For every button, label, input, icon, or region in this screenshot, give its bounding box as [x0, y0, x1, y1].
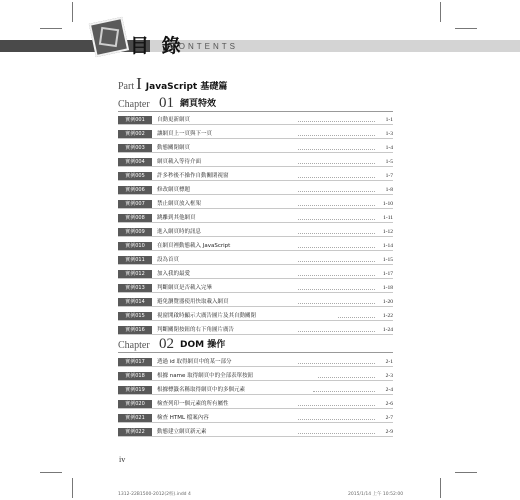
leader-dots [298, 289, 375, 291]
example-badge: 實例013 [118, 284, 152, 292]
print-slug-file: 1312-22B1500-2012(2校).indd 4 [118, 492, 191, 497]
example-badge: 實例003 [118, 144, 152, 152]
entry-page: 1-18 [382, 285, 393, 291]
leader-dots [298, 303, 375, 305]
leader-dots [298, 219, 375, 221]
entry-title: 網頁載入等待介面 [157, 159, 202, 165]
entry-page: 1-20 [382, 299, 393, 305]
example-badge: 實例005 [118, 172, 152, 180]
page-number: iv [119, 455, 126, 464]
toc-entry[interactable] [118, 228, 393, 237]
chapter-word: Chapter [118, 99, 150, 110]
entry-title: 讓網頁上一頁與下一頁 [157, 131, 213, 137]
logo-frame-icon [99, 27, 119, 47]
entry-page: 2-1 [385, 359, 393, 365]
entry-title: 判斷關閉按鈕的右下角圖片廣告 [157, 327, 235, 333]
entry-title: 自動更新網頁 [157, 117, 191, 123]
crop-mark [455, 28, 477, 29]
part-word: Part [118, 81, 135, 92]
example-badge: 實例009 [118, 228, 152, 236]
toc-entry[interactable] [118, 312, 393, 321]
entry-title: 設為首頁 [157, 257, 180, 263]
toc-entry[interactable] [118, 158, 393, 167]
crop-mark [40, 28, 62, 29]
leader-dots [298, 149, 375, 151]
leader-dots [298, 163, 375, 165]
entry-page: 1-7 [385, 173, 393, 179]
example-badge: 實例006 [118, 186, 152, 194]
example-badge: 實例022 [118, 428, 152, 436]
chapter-title: DOM 操作 [180, 340, 226, 350]
contents-logo-icon [89, 17, 129, 57]
entry-page: 2-4 [385, 387, 393, 393]
toc-entry[interactable] [118, 298, 393, 307]
toc-entry[interactable] [118, 242, 393, 251]
toc-entry[interactable] [118, 326, 393, 335]
example-badge: 實例007 [118, 200, 152, 208]
entry-page: 1-11 [383, 215, 393, 221]
entry-page: 1-24 [382, 327, 393, 333]
toc-entry[interactable] [118, 186, 393, 195]
entry-title: 加入我的最愛 [157, 271, 191, 277]
leader-dots [298, 433, 375, 435]
entry-page: 1-12 [382, 229, 393, 235]
entry-title: 進入網頁時的訊息 [157, 229, 202, 235]
leader-dots [298, 121, 375, 123]
example-badge: 實例021 [118, 414, 152, 422]
part-title: JavaScript 基礎篇 [145, 82, 228, 92]
entry-page: 1-15 [382, 257, 393, 263]
leader-dots [298, 405, 375, 407]
part-number: I [136, 74, 142, 93]
leader-dots [298, 177, 375, 179]
example-badge: 實例014 [118, 298, 152, 306]
toc-entry[interactable] [118, 172, 393, 181]
example-badge: 實例010 [118, 242, 152, 250]
example-badge: 實例015 [118, 312, 152, 320]
leader-dots [313, 391, 375, 393]
header-band [0, 40, 520, 52]
entry-page: 1-10 [382, 201, 393, 207]
entry-page: 1-17 [382, 271, 393, 277]
toc-entry[interactable] [118, 400, 393, 409]
part-heading [118, 76, 227, 95]
toc-entry[interactable] [118, 428, 393, 437]
example-badge: 實例016 [118, 326, 152, 334]
entry-page: 1-1 [385, 117, 393, 123]
chapter-word: Chapter [118, 340, 150, 351]
toc-entry[interactable] [118, 144, 393, 153]
chapter-number: 02 [159, 336, 174, 352]
crop-mark [455, 472, 477, 473]
toc-entry[interactable] [118, 358, 393, 367]
toc-entry[interactable] [118, 386, 393, 395]
chapter-heading [118, 95, 393, 112]
chapter-title: 網頁特效 [180, 99, 217, 109]
chapter-heading [118, 336, 393, 353]
toc-entry[interactable] [118, 270, 393, 279]
example-badge: 實例012 [118, 270, 152, 278]
entry-title: 透過 id 取得網頁中的某一部分 [157, 359, 232, 365]
example-badge: 實例001 [118, 116, 152, 124]
example-badge: 實例004 [118, 158, 152, 166]
example-badge: 實例008 [118, 214, 152, 222]
entry-title: 許多秒後不操作自動關閉視窗 [157, 173, 229, 179]
entry-title: 避免瀏覽器使用快取載入網頁 [157, 299, 229, 305]
toc-entry[interactable] [118, 214, 393, 223]
example-badge: 實例019 [118, 386, 152, 394]
page-title: 目 錄 [130, 35, 184, 57]
leader-dots [298, 363, 375, 365]
entry-page: 1-14 [382, 243, 393, 249]
crop-mark [40, 472, 62, 473]
toc-entry[interactable] [118, 200, 393, 209]
page-subtitle: CONTENTS [170, 42, 238, 51]
entry-page: 1-3 [385, 131, 393, 137]
leader-dots [298, 275, 375, 277]
leader-dots [298, 233, 375, 235]
example-badge: 實例011 [118, 256, 152, 264]
example-badge: 實例017 [118, 358, 152, 366]
leader-dots [298, 205, 375, 207]
crop-mark [440, 2, 441, 22]
entry-page: 2-9 [385, 429, 393, 435]
leader-dots [298, 419, 375, 421]
entry-title: 視窗開啟時顯示大廣告圖片及其自動關閉 [157, 313, 257, 319]
crop-mark [440, 478, 441, 498]
leader-dots [298, 191, 375, 193]
entry-page: 2-7 [385, 415, 393, 421]
toc-entry[interactable] [118, 414, 393, 423]
leader-dots [298, 247, 375, 249]
entry-title: 根據 name 取得網頁中的全部表單按鈕 [157, 373, 254, 379]
entry-title: 跳離到其他網頁 [157, 215, 196, 221]
entry-title: 根據標籤名稱取得網頁中的多個元素 [157, 387, 246, 393]
entry-title: 動態關閉網頁 [157, 145, 191, 151]
entry-page: 1-4 [385, 145, 393, 151]
entry-page: 1-8 [385, 187, 393, 193]
leader-dots [318, 377, 375, 379]
entry-title: 檢查列印一個元素的所有屬性 [157, 401, 229, 407]
toc-entry[interactable] [118, 130, 393, 139]
chapter-number: 01 [159, 95, 174, 111]
print-slug-date: 2015/1/14 上午 10:52:00 [348, 492, 404, 497]
crop-mark [72, 2, 73, 22]
entry-page: 1-22 [382, 313, 393, 319]
entry-title: 動態建立網頁新元素 [157, 429, 207, 435]
leader-dots [338, 317, 375, 319]
entry-title: 在網頁裡動態載入 JavaScript [157, 243, 231, 249]
toc-entry[interactable] [118, 284, 393, 293]
entry-title: 檢查 HTML 檔案內容 [157, 415, 209, 421]
entry-page: 1-5 [385, 159, 393, 165]
entry-title: 禁止網頁放入框架 [157, 201, 202, 207]
example-badge: 實例020 [118, 400, 152, 408]
toc-entry[interactable] [118, 116, 393, 125]
entry-title: 修改網頁標題 [157, 187, 191, 193]
entry-page: 2-3 [385, 373, 393, 379]
leader-dots [298, 135, 375, 137]
entry-page: 2-6 [385, 401, 393, 407]
leader-dots [298, 261, 375, 263]
crop-mark [72, 478, 73, 498]
toc-entry[interactable] [118, 256, 393, 265]
leader-dots [298, 331, 375, 333]
example-badge: 實例002 [118, 130, 152, 138]
entry-title: 判斷網頁是否載入完畢 [157, 285, 213, 291]
example-badge: 實例018 [118, 372, 152, 380]
toc-entry[interactable] [118, 372, 393, 381]
